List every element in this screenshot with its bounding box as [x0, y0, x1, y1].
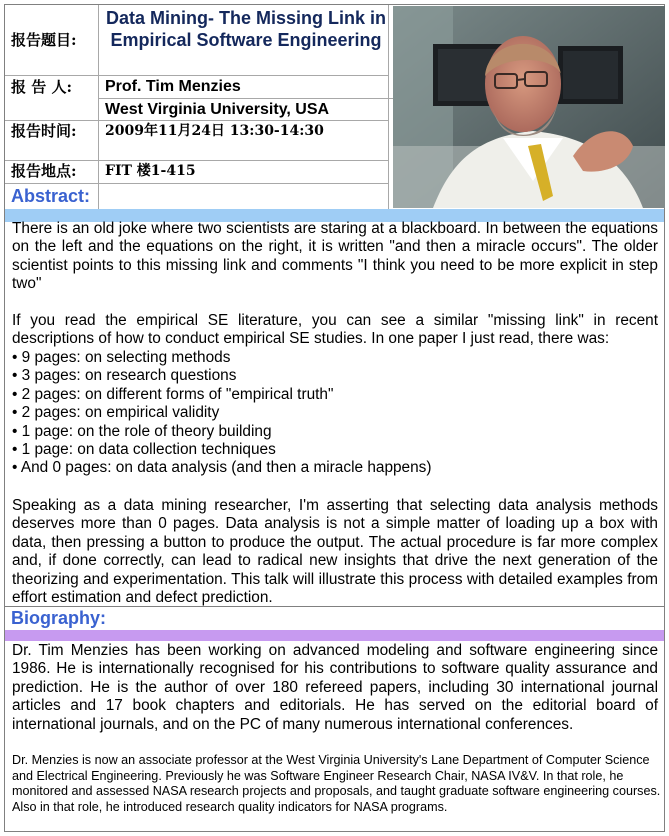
abstract-bullet-list — [12, 349, 658, 478]
speaker-name: Prof. Tim Menzies — [105, 78, 241, 95]
biography-paragraph-2: Dr. Menzies is now an associate professor at the West Virginia University's Lane Department of Computer Science and Electrical Engineering. Previously he was Software Engineer Research Chair, NASA IV&V. In that role, he monitored and assessed NASA research projects and proposals, and taught graduate software engineering courses. Also in that role, he introduced research quality indicators for NASA programs. — [12, 753, 661, 814]
location-label: 报告地点: — [11, 162, 77, 180]
abstract-heading: Abstract: — [11, 186, 91, 206]
biography-paragraph-1: Dr. Tim Menzies has been working on advanced modeling and software engineering since 1986. He is internationally recognised for his contributions to software quality assurance and prediction. He is the author of over 180 refereed papers, including 30 international journal articles and 17 book chapters and editorials. He has served on the editorial board of international journals, and on the PC of many numerous international conferences. — [12, 642, 658, 733]
list-item: • 2 pages: on empirical validity — [12, 404, 220, 422]
list-item: • 1 page: on the role of theory building — [12, 422, 272, 440]
list-item: • 3 pages: on research questions — [12, 367, 237, 385]
list-item: • And 0 pages: on data analysis (and then a miracle happens) — [12, 459, 432, 477]
talk-location: FIT 楼1-415 — [105, 163, 196, 179]
announcement-document — [4, 4, 665, 832]
topic-label: 报告题目: — [11, 31, 77, 49]
header-rule-1 — [5, 75, 388, 76]
biography-band — [5, 630, 664, 641]
header-divider-col2 — [388, 5, 389, 209]
abstract-paragraph-3: Speaking as a data mining researcher, I'm asserting that selecting data analysis methods deserves more than 0 pages. Data analysis is not a simple matter of loading up a box with data, then pressing a button to produce the output. The actual procedure is far more complex and, if done correctly, can lead to radical new insights that drive the next generation of the theorizing and experimentation. This talk will illustrate this process with detailed examples from effort estimation and defect prediction. — [12, 497, 658, 607]
abstract-bottom-rule — [5, 606, 664, 607]
header-rule-3 — [5, 120, 388, 121]
abstract-paragraph-1: There is an old joke where two scientists are staring at a blackboard. In between the equations on the left and the equations on the right, it is written "and then a miracle occurs". The older scientist points to this missing link and comments "I think you need to be more explicit in step two" — [12, 220, 658, 293]
biography-heading: Biography: — [11, 608, 107, 628]
list-item: • 2 pages: on different forms of "empirical truth" — [12, 385, 334, 403]
header-divider-col1 — [98, 5, 99, 209]
header-rule-5 — [5, 183, 388, 184]
talk-time: 2009年11月24日 13:30-14:30 — [105, 123, 324, 139]
time-label: 报告时间: — [11, 122, 77, 140]
list-item: • 1 page: on data collection techniques — [12, 441, 276, 459]
speaker-photo — [393, 6, 665, 208]
speaker-label: 报 告 人: — [11, 78, 72, 96]
talk-title: Data Mining- The Missing Link in Empirical Software Engineering — [105, 8, 386, 50]
header-rule-4 — [5, 160, 388, 161]
speaker-affiliation: West Virginia University, USA — [105, 101, 330, 118]
abstract-paragraph-2: If you read the empirical SE literature, you can see a similar "missing link" in recent descriptions of how to conduct empirical SE studies. In one paper I just read, there was: — [12, 312, 658, 348]
list-item: • 9 pages: on selecting methods — [12, 349, 231, 366]
